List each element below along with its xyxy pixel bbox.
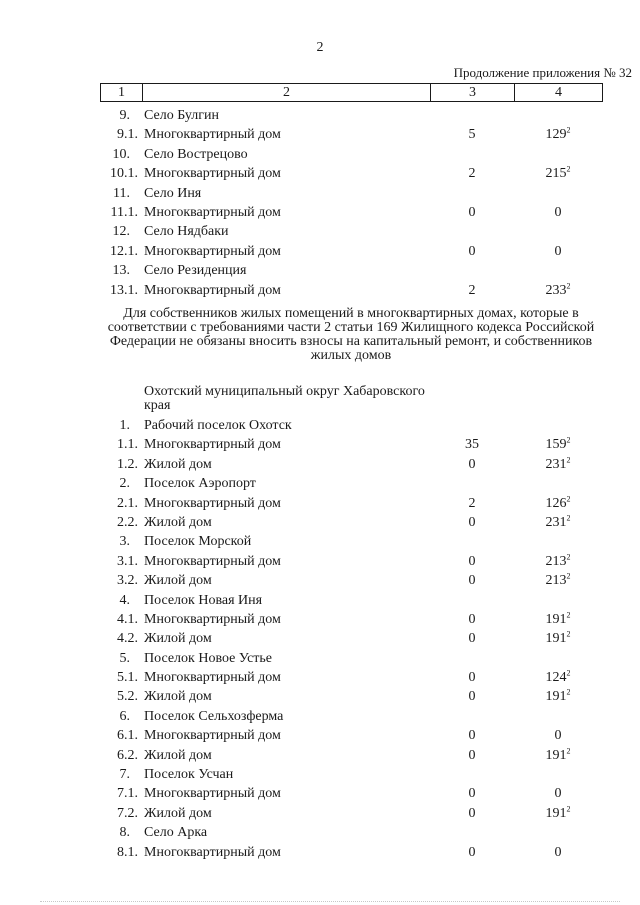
row-number: 6.	[119, 708, 130, 724]
row-col4-value	[514, 571, 602, 590]
row-name: Многоквартирный дом	[144, 553, 281, 569]
row-name: Жилой дом	[144, 747, 212, 763]
row-number: 5.	[119, 650, 130, 666]
row-name: Село Резиденция	[144, 263, 247, 279]
row-name: Село Нядбаки	[144, 224, 229, 240]
row-name: Село Иня	[144, 185, 202, 201]
table-row	[0, 145, 640, 164]
table-row	[0, 435, 640, 454]
district-heading: Охотский муниципальный округ Хабаровского края	[144, 384, 425, 413]
row-number: 3.2.	[117, 573, 138, 589]
col4-number: 191	[545, 805, 567, 821]
section-note: Для собственников жилых помещений в многоквартирных домах, которые в соответствии с требованиями части 2 статьи 169 Жилищного кодекса Российской Федерации не обязаны вносить взносы на капитальный ремонт, и собственников жилых домов	[107, 306, 595, 363]
table-row	[0, 784, 640, 803]
col4-number: 126	[545, 495, 567, 511]
table-row	[0, 552, 640, 571]
row-name: Жилой дом	[144, 689, 212, 705]
row-number: 13.	[112, 263, 130, 279]
table-row	[0, 416, 640, 435]
col4-superscript: 2	[566, 552, 571, 562]
row-col3-value: 0	[468, 805, 476, 821]
table-row	[0, 513, 640, 532]
row-name: Жилой дом	[144, 573, 212, 589]
row-name: Поселок Новое Устье	[144, 650, 273, 666]
row-name: Многоквартирный дом	[144, 204, 281, 220]
row-number: 5.1.	[117, 670, 138, 686]
row-col4-value	[514, 668, 602, 687]
table-row	[0, 125, 640, 144]
row-name: Поселок Аэропорт	[144, 476, 256, 492]
col4-number: 233	[545, 282, 567, 298]
row-number: 11.	[113, 185, 130, 201]
row-col4-value	[514, 610, 602, 629]
row-number: 8.	[119, 825, 130, 841]
row-number: 11.1.	[110, 204, 138, 220]
row-name: Жилой дом	[144, 456, 212, 472]
row-col4-value	[514, 435, 602, 454]
col4-number: 215	[545, 166, 567, 182]
table-row	[0, 261, 640, 280]
row-name: Поселок Сельхозферма	[144, 708, 284, 724]
row-name: Многоквартирный дом	[144, 670, 281, 686]
col4-superscript: 2	[566, 164, 571, 174]
row-name: Многоквартирный дом	[144, 844, 281, 860]
col4-superscript: 2	[566, 687, 571, 697]
row-col4-value	[514, 784, 602, 803]
row-number: 10.	[112, 146, 130, 162]
row-col4-value	[514, 203, 602, 222]
row-number: 7.1.	[117, 786, 138, 802]
column-header-row	[100, 83, 603, 102]
row-name: Многоквартирный дом	[144, 166, 281, 182]
table-row	[0, 687, 640, 706]
row-number: 13.1.	[110, 282, 138, 298]
col4-superscript: 2	[566, 804, 571, 814]
row-col3-value: 0	[468, 631, 476, 647]
scan-edge-artifact	[40, 900, 620, 902]
row-col3-value: 0	[468, 514, 476, 530]
row-col4-value	[514, 746, 602, 765]
row-name: Жилой дом	[144, 514, 212, 530]
table-row	[0, 281, 640, 300]
row-number: 1.2.	[117, 456, 138, 472]
col4-number: 129	[545, 127, 567, 143]
table-row	[0, 668, 640, 687]
table-row	[0, 765, 640, 784]
col4-superscript: 2	[566, 435, 571, 445]
row-col4-value	[514, 494, 602, 513]
row-name: Жилой дом	[144, 805, 212, 821]
col4-number: 231	[545, 456, 567, 472]
table-row	[0, 106, 640, 125]
table-row	[0, 494, 640, 513]
row-name: Поселок Усчан	[144, 767, 234, 783]
col4-superscript: 2	[566, 125, 571, 135]
row-number: 7.	[119, 767, 130, 783]
row-number: 4.2.	[117, 631, 138, 647]
col4-number: 191	[545, 689, 567, 705]
table-row	[0, 823, 640, 842]
row-name: Село Булгин	[144, 108, 219, 123]
table-row	[0, 804, 640, 823]
column-header-1: 1	[101, 84, 143, 102]
table-row	[0, 649, 640, 668]
column-header-4: 4	[515, 84, 603, 102]
row-col3-value: 0	[468, 747, 476, 763]
table-row	[0, 629, 640, 648]
row-name: Многоквартирный дом	[144, 282, 281, 298]
row-col4-value	[514, 125, 602, 144]
table-row	[0, 532, 640, 551]
row-name: Многоквартирный дом	[144, 243, 281, 259]
table-row	[0, 222, 640, 241]
col4-superscript: 2	[566, 668, 571, 678]
row-col4-value	[514, 552, 602, 571]
table-row	[0, 242, 640, 261]
table-row	[0, 591, 640, 610]
table-row	[0, 571, 640, 590]
col4-number: 0	[554, 786, 562, 802]
row-number: 9.	[119, 108, 130, 123]
table-row	[0, 746, 640, 765]
row-number: 2.1.	[117, 495, 138, 511]
row-col3-value: 2	[468, 166, 476, 182]
row-col3-value: 0	[468, 786, 476, 802]
row-number: 4.	[119, 592, 130, 608]
row-name: Поселок Морской	[144, 534, 252, 550]
col4-superscript: 2	[566, 745, 571, 755]
col4-number: 191	[545, 631, 567, 647]
col4-number: 213	[545, 553, 567, 569]
row-name: Село Арка	[144, 825, 208, 841]
row-number: 7.2.	[117, 805, 138, 821]
row-col3-value: 5	[468, 127, 476, 143]
row-name: Многоквартирный дом	[144, 786, 281, 802]
table-row	[0, 707, 640, 726]
col4-number: 231	[545, 514, 567, 530]
row-col3-value: 0	[468, 670, 476, 686]
col4-superscript: 2	[566, 571, 571, 581]
col4-superscript: 2	[566, 629, 571, 639]
row-col3-value: 0	[468, 553, 476, 569]
row-number: 10.1.	[110, 166, 138, 182]
row-col4-value	[514, 242, 602, 261]
table-row	[0, 184, 640, 203]
col4-superscript: 2	[566, 455, 571, 465]
column-header-3: 3	[431, 84, 515, 102]
col4-number: 0	[554, 243, 562, 259]
col4-number: 191	[545, 747, 567, 763]
row-col4-value	[514, 281, 602, 300]
row-col4-value	[514, 513, 602, 532]
row-col3-value: 35	[465, 437, 479, 453]
col4-superscript: 2	[566, 493, 571, 503]
column-header-2: 2	[143, 84, 431, 102]
row-name: Многоквартирный дом	[144, 437, 281, 453]
row-col3-value: 0	[468, 611, 476, 627]
row-number: 3.1.	[117, 553, 138, 569]
row-col3-value: 0	[468, 844, 476, 860]
row-name: Многоквартирный дом	[144, 728, 281, 744]
row-col4-value	[514, 804, 602, 823]
row-col4-value	[514, 726, 602, 745]
row-name: Жилой дом	[144, 631, 212, 647]
row-name: Рабочий поселок Охотск	[144, 418, 292, 433]
continuation-caption: Продолжение приложения № 32	[453, 65, 632, 80]
table-row	[0, 726, 640, 745]
col4-number: 159	[545, 437, 567, 453]
row-number: 12.	[112, 224, 130, 240]
col4-superscript: 2	[566, 610, 571, 620]
row-number: 6.1.	[117, 728, 138, 744]
row-name: Многоквартирный дом	[144, 611, 281, 627]
row-number: 6.2.	[117, 747, 138, 763]
row-number: 12.1.	[110, 243, 138, 259]
row-name: Поселок Новая Иня	[144, 592, 263, 608]
row-number: 8.1.	[117, 844, 138, 860]
col4-number: 213	[545, 573, 567, 589]
row-number: 3.	[119, 534, 130, 550]
col4-number: 191	[545, 611, 567, 627]
row-number: 9.1.	[117, 127, 138, 143]
row-number: 2.	[119, 476, 130, 492]
row-col3-value: 0	[468, 573, 476, 589]
table-row	[0, 843, 640, 862]
row-col3-value: 0	[468, 243, 476, 259]
row-col4-value	[514, 687, 602, 706]
page-number: 2	[316, 40, 324, 55]
col4-superscript: 2	[566, 513, 571, 523]
row-number: 5.2.	[117, 689, 138, 705]
table-row	[0, 474, 640, 493]
col4-number: 0	[554, 844, 562, 860]
row-number: 2.2.	[117, 514, 138, 530]
col4-number: 0	[554, 728, 562, 744]
row-number: 1.	[119, 418, 130, 433]
row-col3-value: 0	[468, 689, 476, 705]
row-name: Многоквартирный дом	[144, 127, 281, 143]
row-number: 4.1.	[117, 611, 138, 627]
settlements-list-a	[0, 106, 640, 300]
row-name: Село Вострецово	[144, 146, 248, 162]
row-col3-value: 2	[468, 495, 476, 511]
table-row	[0, 203, 640, 222]
settlements-list-b	[0, 416, 640, 862]
col4-number: 0	[554, 204, 562, 220]
table-row	[0, 455, 640, 474]
row-col4-value	[514, 629, 602, 648]
row-col3-value: 0	[468, 728, 476, 744]
table-row	[0, 610, 640, 629]
row-number: 1.1.	[117, 437, 138, 453]
row-col3-value: 0	[468, 456, 476, 472]
col4-superscript: 2	[566, 280, 571, 290]
row-col4-value	[514, 843, 602, 862]
row-name: Многоквартирный дом	[144, 495, 281, 511]
row-col4-value	[514, 164, 602, 183]
table-row	[0, 164, 640, 183]
row-col4-value	[514, 455, 602, 474]
col4-number: 124	[545, 670, 567, 686]
row-col3-value: 0	[468, 204, 476, 220]
row-col3-value: 2	[468, 282, 476, 298]
